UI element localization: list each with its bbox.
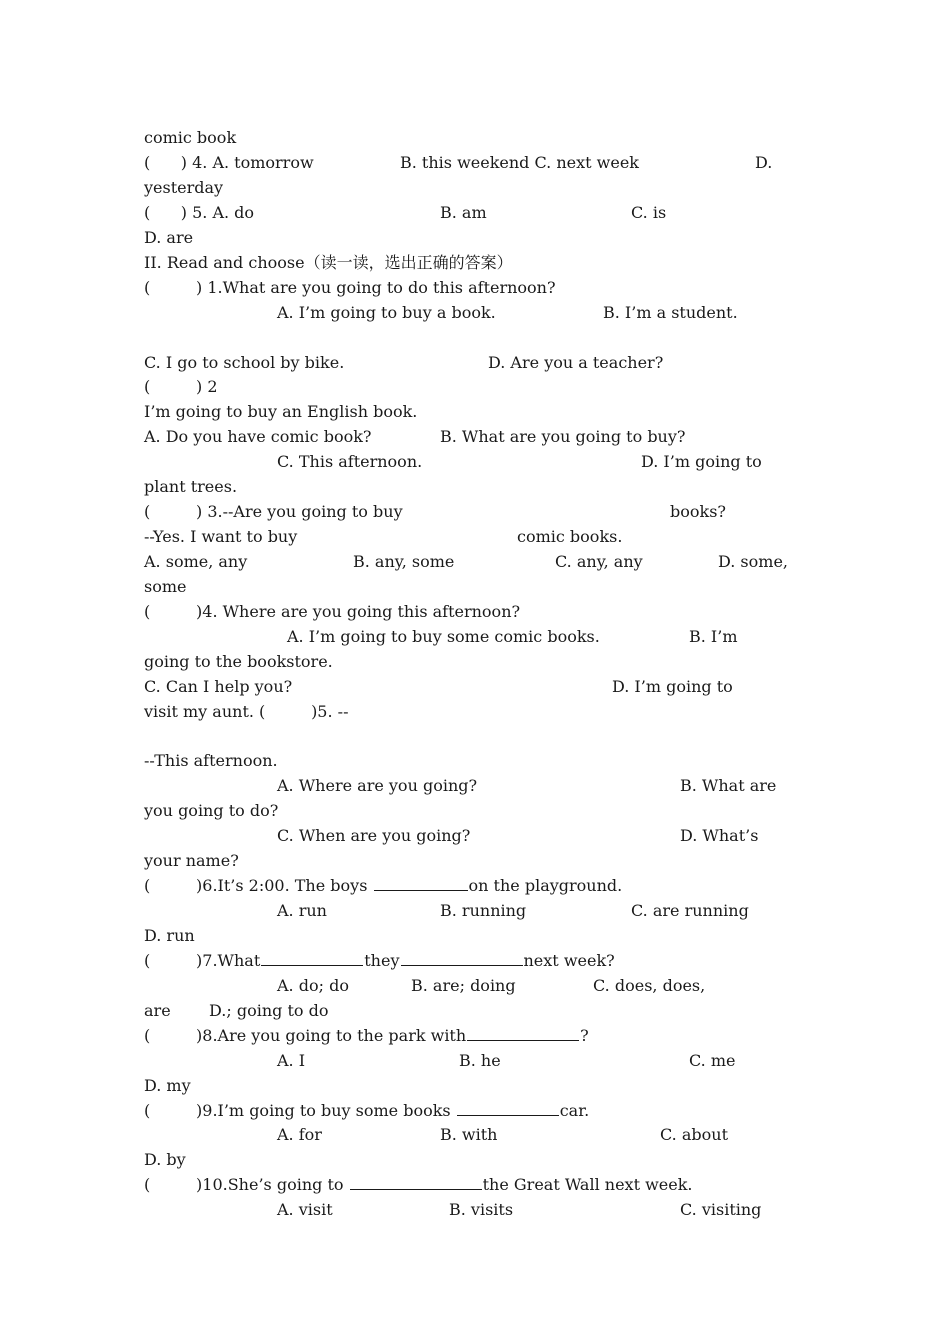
text-segment: C. about (660, 1125, 728, 1144)
text-segment: B. with (440, 1125, 498, 1144)
text-segment: D. I’m going to (612, 677, 733, 696)
text-segment: D. What’s (680, 826, 759, 845)
question-text: ? (580, 1026, 589, 1045)
options-line (0, 1197, 762, 1222)
question-text: ( )10.She’s going to (144, 1175, 344, 1194)
text-segment: A. do; do (277, 976, 349, 995)
text-line (0, 848, 239, 873)
question-line (0, 200, 667, 225)
text-segment: B. running (440, 901, 527, 920)
text-segment: ( )4. Where are you going this afternoon? (144, 602, 521, 621)
text-segment: A. some, any (144, 552, 248, 571)
text-line (0, 524, 623, 549)
text-segment: B. visits (449, 1200, 514, 1219)
text-segment: B. any, some (353, 552, 455, 571)
text-segment: C. Can I help you? (144, 677, 293, 696)
question-text: they (364, 951, 400, 970)
text-segment: B. What are you going to buy? (440, 427, 686, 446)
text-segment: A. Where are you going? (277, 776, 478, 795)
question-text: ( )6.It’s 2:00. The boys (144, 876, 368, 895)
text-segment: ( ) 3.--Are you going to buy (144, 502, 403, 521)
text-segment: C. When are you going? (277, 826, 471, 845)
question-line (0, 1172, 693, 1197)
options-line (0, 1048, 736, 1073)
answer-blank (374, 873, 468, 891)
text-line (0, 125, 237, 150)
text-segment: C. are running (631, 901, 749, 920)
options-line (0, 898, 749, 923)
text-line (0, 574, 187, 599)
text-segment: B. I’m (689, 627, 738, 646)
question-line (0, 499, 726, 524)
question-text: ( )8.Are you going to the park with (144, 1026, 467, 1045)
answer-blank (261, 948, 363, 966)
options-line (0, 773, 777, 798)
text-segment: C. does, does, (593, 976, 706, 995)
text-segment (144, 1098, 589, 1123)
options-line (0, 549, 788, 574)
text-segment: D. some, (718, 552, 788, 571)
text-line (0, 748, 278, 773)
options-line (0, 823, 759, 848)
text-segment: D. I’m going to (641, 452, 762, 471)
options-line (0, 674, 733, 699)
text-segment: books? (670, 502, 726, 521)
text-segment: A. run (277, 901, 327, 920)
question-text: ( )9.I’m going to buy some books (144, 1101, 451, 1120)
text-segment: --This afternoon. (144, 751, 278, 770)
text-segment: --Yes. I want to buy (144, 527, 298, 546)
question-line (0, 699, 349, 724)
question-line (0, 374, 218, 399)
text-segment (144, 1023, 589, 1048)
text-segment: D. are (144, 228, 194, 247)
question-line (0, 599, 521, 624)
question-line (0, 873, 623, 898)
text-segment: A. for (277, 1125, 322, 1144)
text-segment: ( ) 1.What are you going to do this afternoon? (144, 278, 556, 297)
text-segment: D. (755, 153, 773, 172)
section-heading (0, 250, 513, 275)
options-line (0, 1122, 728, 1147)
text-segment: you going to do? (144, 801, 279, 820)
text-segment: B. What are (680, 776, 777, 795)
text-segment: C. visiting (680, 1200, 762, 1219)
text-segment: I’m going to buy an English book. (144, 402, 418, 421)
text-line (0, 474, 238, 499)
text-segment: C. is (631, 203, 667, 222)
options-line (0, 300, 738, 325)
question-line (0, 948, 615, 973)
text-segment: A. I’m going to buy a book. (277, 303, 496, 322)
text-segment: D.; going to do (209, 1001, 329, 1020)
text-segment: D. run (144, 926, 195, 945)
question-text: next week? (523, 951, 615, 970)
text-segment: ( ) 5. A. do (144, 203, 255, 222)
question-text: on the playground. (468, 876, 623, 895)
text-segment: comic books. (517, 527, 623, 546)
text-segment: going to the bookstore. (144, 652, 333, 671)
text-segment: D. Are you a teacher? (488, 353, 664, 372)
text-line (0, 175, 224, 200)
text-line (0, 1073, 191, 1098)
text-segment: A. I’m going to buy some comic books. (287, 627, 600, 646)
question-text: the Great Wall next week. (482, 1175, 693, 1194)
answer-blank (467, 1023, 579, 1041)
text-line (0, 798, 279, 823)
question-text: car. (559, 1101, 590, 1120)
answer-blank (350, 1172, 482, 1190)
text-segment: A. Do you have comic book? (144, 427, 372, 446)
options-line (0, 424, 686, 449)
options-line (0, 998, 329, 1023)
text-segment: plant trees. (144, 477, 238, 496)
options-line (0, 449, 762, 474)
question-line (0, 275, 556, 300)
text-segment: C. any, any (555, 552, 643, 571)
text-line (0, 225, 194, 250)
question-line (0, 1023, 589, 1048)
text-segment: visit my aunt. ( )5. -- (144, 702, 349, 721)
text-segment: ( ) 2 (144, 377, 218, 396)
text-line (0, 649, 333, 674)
text-segment: A. I (277, 1051, 306, 1070)
text-segment: C. This afternoon. (277, 452, 423, 471)
text-line (0, 923, 195, 948)
text-segment: your name? (144, 851, 239, 870)
text-segment: A. visit (277, 1200, 333, 1219)
text-line (0, 399, 418, 424)
text-segment (144, 1172, 693, 1197)
text-segment: D. by (144, 1150, 186, 1169)
text-segment: B. am (440, 203, 487, 222)
question-text: ( )7.What (144, 951, 261, 970)
options-line (0, 350, 664, 375)
question-line (0, 150, 773, 175)
text-segment: C. I go to school by bike. (144, 353, 345, 372)
text-segment (144, 873, 622, 898)
options-line (0, 973, 706, 998)
text-segment: comic book (144, 128, 237, 147)
text-segment: B. he (459, 1051, 501, 1070)
text-segment: ( ) 4. A. tomorrow (144, 153, 314, 172)
options-line (0, 624, 738, 649)
question-line (0, 1098, 590, 1123)
text-segment (144, 948, 615, 973)
text-segment: D. my (144, 1076, 191, 1095)
text-segment: II. Read and choose（读一读，选出正确的答案） (144, 253, 513, 272)
text-segment: some (144, 577, 187, 596)
text-segment: yesterday (144, 178, 224, 197)
text-segment: B. are; doing (411, 976, 516, 995)
text-segment: C. me (689, 1051, 736, 1070)
answer-blank (457, 1098, 559, 1116)
text-segment: B. this weekend C. next week (400, 153, 639, 172)
text-segment: are (144, 1001, 171, 1020)
text-segment: B. I’m a student. (603, 303, 738, 322)
text-line (0, 1147, 186, 1172)
answer-blank (401, 948, 523, 966)
